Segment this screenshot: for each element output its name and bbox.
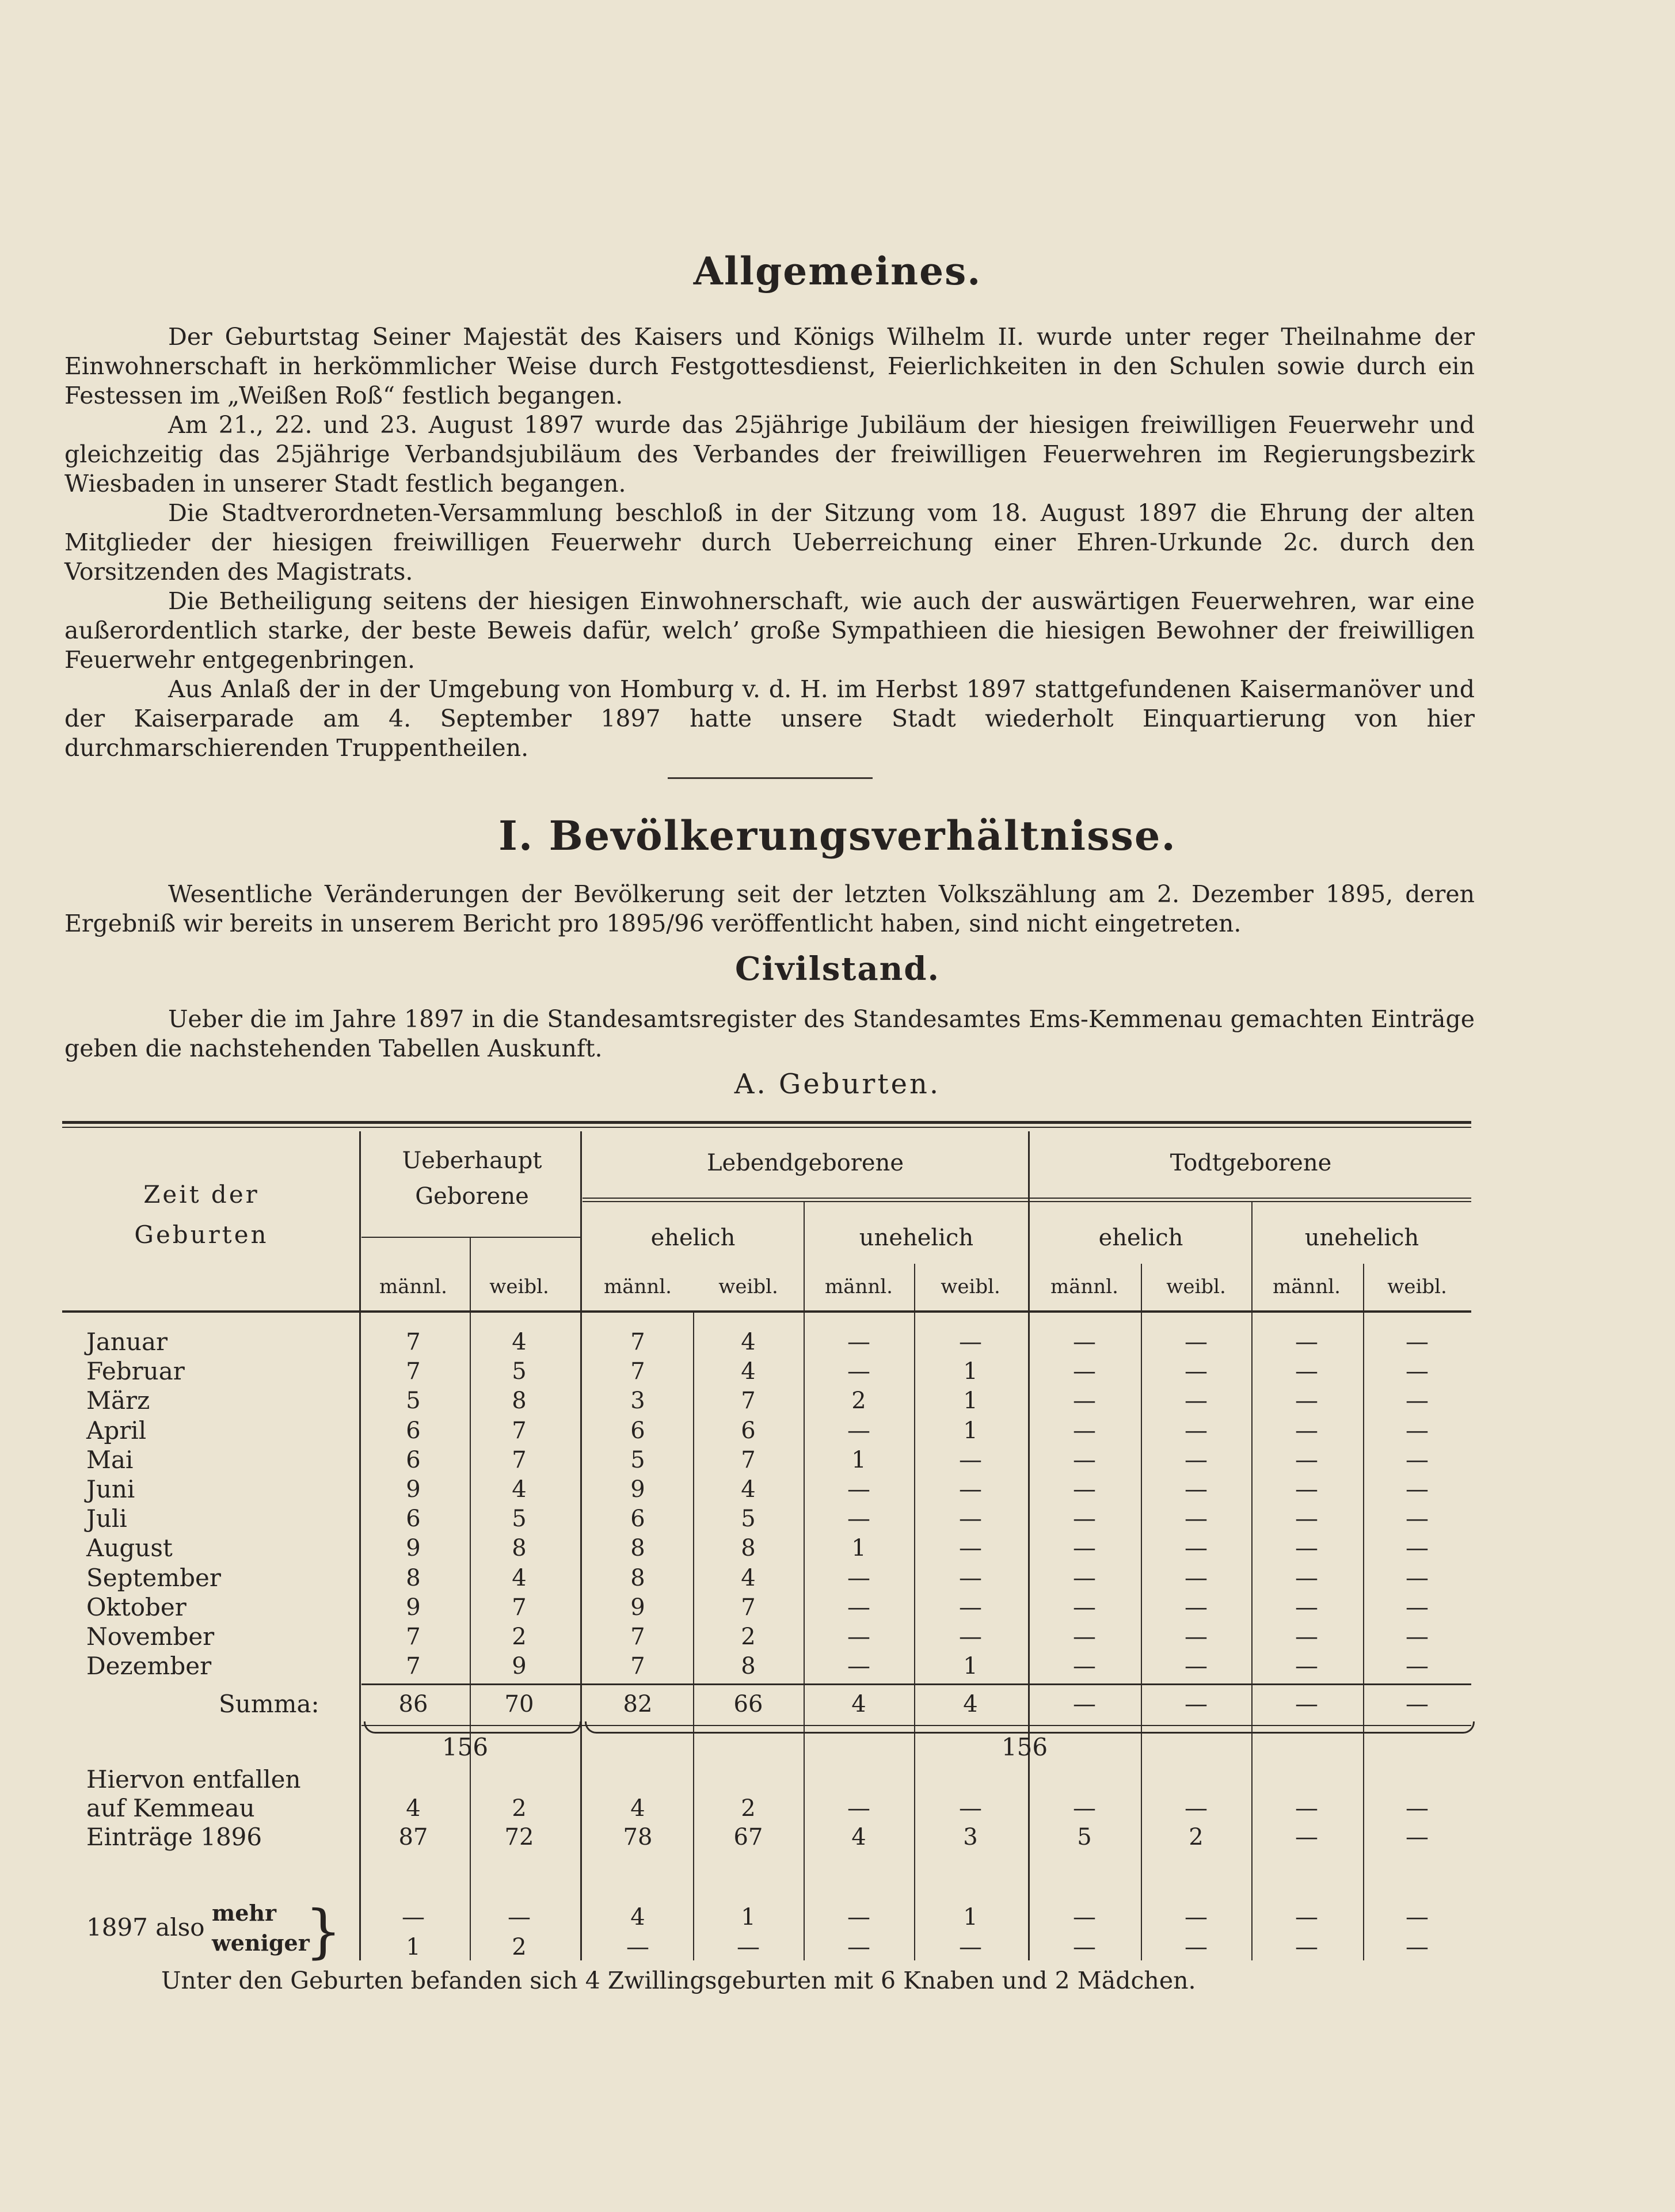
header-ueberhaupt: Ueberhaupt Geborene xyxy=(402,1147,542,1210)
month-row-cell: — xyxy=(1295,1506,1318,1532)
month-row-cell: — xyxy=(1073,1417,1096,1444)
subheader-weibl: weibl. xyxy=(1387,1275,1447,1298)
month-row-cell: — xyxy=(1406,1535,1429,1561)
month-row-cell: 7 xyxy=(741,1447,756,1473)
summa-row-cell: 4 xyxy=(851,1691,866,1717)
row-label: November xyxy=(86,1622,215,1651)
header-zeit: Zeit der Geburten xyxy=(134,1180,269,1249)
month-row-cell: 7 xyxy=(630,1653,645,1679)
column-rule-thin xyxy=(1141,1264,1142,1960)
month-row-cell: 1 xyxy=(851,1535,866,1561)
row-label: Mai xyxy=(86,1446,134,1474)
month-row-cell: 6 xyxy=(406,1447,421,1473)
month-row-cell: — xyxy=(847,1594,870,1621)
weniger-label: weniger xyxy=(212,1930,310,1956)
section-title-civilstand: Civilstand. xyxy=(735,950,940,988)
mehr-row-cell: — xyxy=(508,1904,531,1930)
month-row-cell: — xyxy=(959,1476,982,1503)
subheader-maennl: männl. xyxy=(604,1275,672,1298)
month-row-cell: — xyxy=(1073,1388,1096,1414)
brace-ueberhaupt xyxy=(364,1721,581,1734)
month-row-cell: — xyxy=(1406,1653,1429,1679)
column-rule-thin xyxy=(804,1201,805,1960)
month-row-cell: — xyxy=(1185,1535,1208,1561)
kemmenau-row-cell: — xyxy=(1295,1795,1318,1822)
month-row-cell: — xyxy=(1073,1476,1096,1503)
weniger-row-cell: — xyxy=(1406,1934,1429,1960)
subheader-weibl: weibl. xyxy=(489,1275,549,1298)
month-row-cell: 4 xyxy=(741,1358,756,1385)
weniger-row-cell: — xyxy=(1073,1934,1096,1960)
kemmenau-row-cell: — xyxy=(847,1795,870,1822)
month-row-cell: — xyxy=(847,1358,870,1385)
header-bottom-rule xyxy=(62,1310,1471,1313)
month-row-cell: — xyxy=(1185,1506,1208,1532)
row-label: Februar xyxy=(86,1357,185,1385)
weniger-row-cell: — xyxy=(626,1934,649,1960)
month-row-cell: 3 xyxy=(630,1388,645,1414)
month-row-cell: — xyxy=(847,1329,870,1355)
month-row-cell: 8 xyxy=(630,1535,645,1561)
kemmenau-row-cell: — xyxy=(1073,1795,1096,1822)
month-row-cell: — xyxy=(959,1624,982,1650)
header-unehelich: unehelich xyxy=(1304,1225,1419,1251)
row-label: Januar xyxy=(86,1328,168,1356)
paragraph: Aus Anlaß der in der Umgebung von Homburg v. d. H. im Herbst 1897 stattgefundenen Kaisermanöver und der Kaiserparade am 4. September 1897 hatte unsere Stadt wiederholt Einquartierung von hier durchmarschierenden Truppentheilen. xyxy=(64,675,1475,762)
paragraph: Ueber die im Jahre 1897 in die Standesamtsregister des Standesamtes Ems-Kemmenau gemachten Einträge geben die nachstehenden Tabellen Auskunft. xyxy=(64,1005,1475,1062)
month-row-cell: — xyxy=(1073,1358,1096,1385)
subheader-maennl: männl. xyxy=(825,1275,893,1298)
paragraph: Die Betheiligung seitens der hiesigen Einwohnerschaft, wie auch der auswärtigen Feuerwehren, war eine außerordentlich starke, der beste Beweis dafür, welch’ große Sympathieen die hiesigen Bewohner der freiwilligen Feuerwehr entgegenbringen. xyxy=(64,587,1475,674)
month-row-cell: 7 xyxy=(512,1417,527,1444)
month-row-cell: — xyxy=(1185,1594,1208,1621)
month-row-cell: — xyxy=(1406,1476,1429,1503)
table-top-rule-thin xyxy=(62,1127,1471,1128)
paragraph: Am 21., 22. und 23. August 1897 wurde das 25jährige Jubiläum der hiesigen freiwilligen Feuerwehr und gleichzeitig das 25jährige Verbandsjubiläum des Verbandes der freiwilligen Feuerwehren im Regierungsbezirk Wiesbaden in unserer Stadt festlich begangen. xyxy=(64,411,1475,497)
month-row-cell: — xyxy=(1185,1358,1208,1385)
month-row-cell: 5 xyxy=(630,1447,645,1473)
paragraph: Wesentliche Veränderungen der Bevölkerung seit der letzten Volkszählung am 2. Dezember 1895, deren Ergebniß wir bereits in unserem Bericht pro 1895/96 veröffentlicht haben, sind nicht eingetreten. xyxy=(64,880,1475,937)
column-rule-thin xyxy=(914,1264,915,1960)
paragraph: Der Geburtstag Seiner Majestät des Kaisers und Königs Wilhelm II. wurde unter reger Theilnahme der Einwohnerschaft in herkömmlicher Weise durch Festgottesdienst, Feierlichkeiten in den Schulen sowie durch ein Festessen im „Weißen Roß“ festlich begangen. xyxy=(64,323,1475,409)
mehr-row-cell: — xyxy=(847,1904,870,1930)
table-footnote: Unter den Geburten befanden sich 4 Zwillingsgeburten mit 6 Knaben und 2 Mädchen. xyxy=(161,1967,1196,1994)
weniger-row-cell: — xyxy=(1185,1934,1208,1960)
month-row-cell: 7 xyxy=(406,1358,421,1385)
summa-row-cell: 86 xyxy=(398,1691,428,1717)
kemmenau-row-cell: 4 xyxy=(406,1795,421,1822)
month-row-cell: 9 xyxy=(630,1476,645,1503)
month-row-cell: — xyxy=(1073,1447,1096,1473)
subheader-maennl: männl. xyxy=(1050,1275,1118,1298)
month-row-cell: 8 xyxy=(741,1535,756,1561)
month-row-cell: — xyxy=(959,1594,982,1621)
section-title-bevoelkerung: I. Bevölkerungsverhältnisse. xyxy=(498,812,1177,860)
kemmenau-row-cell: 2 xyxy=(741,1795,756,1822)
column-rule xyxy=(1028,1131,1030,1960)
month-row-cell: — xyxy=(1073,1535,1096,1561)
header-ehelich: ehelich xyxy=(1098,1225,1183,1251)
weniger-row-cell: — xyxy=(737,1934,760,1960)
month-row-cell: 7 xyxy=(741,1594,756,1621)
month-row-cell: — xyxy=(1073,1565,1096,1591)
mehr-row-cell: 4 xyxy=(630,1904,645,1930)
month-row-cell: — xyxy=(1295,1653,1318,1679)
subheader-weibl: weibl. xyxy=(718,1275,778,1298)
month-row-cell: 9 xyxy=(406,1476,421,1503)
month-row-cell: 2 xyxy=(741,1624,756,1650)
weniger-row-cell: 2 xyxy=(512,1934,527,1960)
month-row-cell: — xyxy=(1295,1358,1318,1385)
month-row-cell: — xyxy=(1295,1476,1318,1503)
total-lebend-todt: 156 xyxy=(1001,1733,1048,1761)
month-row-cell: — xyxy=(1073,1624,1096,1650)
month-row-cell: — xyxy=(959,1506,982,1532)
month-row-cell: — xyxy=(1185,1624,1208,1650)
subheader-maennl: männl. xyxy=(1273,1275,1341,1298)
month-row-cell: — xyxy=(1295,1447,1318,1473)
header-unehelich: unehelich xyxy=(859,1225,974,1251)
month-row-cell: 7 xyxy=(630,1329,645,1355)
month-row-cell: 9 xyxy=(630,1594,645,1621)
month-row-cell: 4 xyxy=(741,1476,756,1503)
eintraege-row-cell: — xyxy=(1406,1824,1429,1850)
subheader-maennl: männl. xyxy=(379,1275,447,1298)
also-label: 1897 also xyxy=(86,1913,205,1941)
month-row-cell: — xyxy=(1406,1417,1429,1444)
total-ueberhaupt: 156 xyxy=(441,1733,489,1761)
month-row-cell: 7 xyxy=(630,1624,645,1650)
month-row-cell: — xyxy=(1295,1535,1318,1561)
hiervon-label: Hiervon entfallen xyxy=(86,1765,301,1793)
month-row-cell: 7 xyxy=(630,1358,645,1385)
month-row-cell: — xyxy=(1406,1447,1429,1473)
month-row-cell: — xyxy=(1295,1329,1318,1355)
month-row-cell: 5 xyxy=(512,1506,527,1532)
summa-row-cell: 4 xyxy=(963,1691,978,1717)
row-label: September xyxy=(86,1564,221,1592)
month-row-cell: 6 xyxy=(630,1417,645,1444)
month-row-cell: — xyxy=(847,1506,870,1532)
month-row-cell: 9 xyxy=(406,1535,421,1561)
month-row-cell: 8 xyxy=(512,1388,527,1414)
eintraege-row-cell: — xyxy=(1295,1824,1318,1850)
mehr-label: mehr xyxy=(212,1900,277,1926)
eintraege-row-cell: 4 xyxy=(851,1824,866,1850)
month-row-cell: — xyxy=(1073,1506,1096,1532)
eintraege-row-cell: 67 xyxy=(733,1824,763,1850)
row-label: Juni xyxy=(86,1475,135,1503)
month-row-cell: 1 xyxy=(851,1447,866,1473)
month-row-cell: 4 xyxy=(512,1329,527,1355)
summa-row-cell: — xyxy=(1185,1691,1208,1717)
eintraege-row-cell: 5 xyxy=(1077,1824,1092,1850)
month-row-cell: — xyxy=(847,1417,870,1444)
month-row-cell: 2 xyxy=(851,1388,866,1414)
paragraph: Die Stadtverordneten-Versammlung beschloß in der Sitzung vom 18. August 1897 die Ehrung der alten Mitglieder der hiesigen freiwilligen Feuerwehr durch Ueberreichung einer Ehren-Urkunde 2c. durch den Vorsitzenden des Magistrats. xyxy=(64,499,1475,586)
month-row-cell: — xyxy=(1185,1417,1208,1444)
month-row-cell: 6 xyxy=(741,1417,756,1444)
month-row-cell: — xyxy=(1406,1358,1429,1385)
month-row-cell: — xyxy=(1406,1624,1429,1650)
month-row-cell: 8 xyxy=(512,1535,527,1561)
month-row-cell: 6 xyxy=(630,1506,645,1532)
month-row-cell: — xyxy=(959,1565,982,1591)
mehr-row-cell: — xyxy=(1295,1904,1318,1930)
header-subrule xyxy=(583,1198,1471,1199)
kemmenau-label: auf Kemmeau xyxy=(86,1794,255,1822)
month-row-cell: 6 xyxy=(406,1506,421,1532)
row-label: Oktober xyxy=(86,1593,186,1621)
kemmenau-row-cell: — xyxy=(1185,1795,1208,1822)
kemmenau-row-cell: 2 xyxy=(512,1795,527,1822)
kemmenau-row-cell: 4 xyxy=(630,1795,645,1822)
subheader-weibl: weibl. xyxy=(941,1275,1000,1298)
month-row-cell: — xyxy=(1073,1653,1096,1679)
month-row-cell: — xyxy=(1406,1329,1429,1355)
month-row-cell: — xyxy=(1185,1653,1208,1679)
mehr-row-cell: — xyxy=(402,1904,425,1930)
month-row-cell: 5 xyxy=(406,1388,421,1414)
eintraege-row-cell: 72 xyxy=(504,1824,534,1850)
eintraege-row-cell: 3 xyxy=(963,1824,978,1850)
weniger-row-cell: — xyxy=(1295,1934,1318,1960)
eintraege-label: Einträge 1896 xyxy=(86,1823,262,1851)
summa-row-cell: — xyxy=(1295,1691,1318,1717)
header-ehelich: ehelich xyxy=(650,1225,736,1251)
month-row-cell: 4 xyxy=(512,1476,527,1503)
header-todt: Todtgeborene xyxy=(1170,1150,1332,1176)
summa-label: Summa: xyxy=(219,1690,319,1718)
month-row-cell: — xyxy=(847,1624,870,1650)
month-row-cell: 6 xyxy=(406,1417,421,1444)
mehr-row-cell: — xyxy=(1073,1904,1096,1930)
row-label: August xyxy=(86,1534,173,1562)
column-rule-thin xyxy=(693,1313,694,1960)
month-row-cell: 2 xyxy=(512,1624,527,1650)
month-row-cell: 7 xyxy=(512,1594,527,1621)
month-row-cell: 4 xyxy=(512,1565,527,1591)
month-row-cell: 7 xyxy=(512,1447,527,1473)
mehr-row-cell: 1 xyxy=(741,1904,756,1930)
brace-lebend-todt xyxy=(585,1721,1475,1734)
weniger-row-cell: 1 xyxy=(406,1934,421,1960)
month-row-cell: 1 xyxy=(963,1653,978,1679)
month-row-cell: 1 xyxy=(963,1388,978,1414)
summa-row-cell: 66 xyxy=(733,1691,763,1717)
month-row-cell: — xyxy=(959,1447,982,1473)
month-row-cell: 8 xyxy=(741,1653,756,1679)
month-row-cell: — xyxy=(1295,1624,1318,1650)
eintraege-row-cell: 2 xyxy=(1189,1824,1204,1850)
kemmenau-row-cell: — xyxy=(959,1795,982,1822)
month-row-cell: 9 xyxy=(406,1594,421,1621)
month-row-cell: — xyxy=(1073,1329,1096,1355)
month-row-cell: — xyxy=(847,1476,870,1503)
header-subrule xyxy=(361,1237,580,1238)
month-row-cell: 7 xyxy=(406,1329,421,1355)
header-subrule xyxy=(583,1201,1471,1202)
column-rule xyxy=(359,1131,361,1960)
mehr-row-cell: — xyxy=(1185,1904,1208,1930)
month-row-cell: 7 xyxy=(406,1653,421,1679)
summa-row-cell: — xyxy=(1073,1691,1096,1717)
month-row-cell: 4 xyxy=(741,1565,756,1591)
month-row-cell: — xyxy=(1185,1329,1208,1355)
month-row-cell: — xyxy=(1185,1388,1208,1414)
month-row-cell: 8 xyxy=(406,1565,421,1591)
month-row-cell: — xyxy=(1406,1506,1429,1532)
weniger-row-cell: — xyxy=(959,1934,982,1960)
month-row-cell: 5 xyxy=(512,1358,527,1385)
month-row-cell: — xyxy=(1185,1447,1208,1473)
month-row-cell: — xyxy=(1295,1565,1318,1591)
month-row-cell: — xyxy=(847,1565,870,1591)
weniger-row-cell: — xyxy=(847,1934,870,1960)
month-row-cell: — xyxy=(959,1329,982,1355)
table-title-geburten: A. Geburten. xyxy=(734,1068,941,1100)
summa-row-cell: 82 xyxy=(623,1691,653,1717)
month-row-cell: — xyxy=(1185,1565,1208,1591)
column-rule-thin xyxy=(1251,1201,1253,1960)
month-row-cell: 4 xyxy=(741,1329,756,1355)
month-row-cell: 1 xyxy=(963,1417,978,1444)
summa-row-cell: — xyxy=(1406,1691,1429,1717)
column-rule xyxy=(580,1131,582,1960)
month-row-cell: — xyxy=(1295,1594,1318,1621)
month-row-cell: 7 xyxy=(406,1624,421,1650)
month-row-cell: 1 xyxy=(963,1358,978,1385)
eintraege-row-cell: 87 xyxy=(398,1824,428,1850)
eintraege-row-cell: 78 xyxy=(623,1824,653,1850)
month-row-cell: — xyxy=(847,1653,870,1679)
month-row-cell: — xyxy=(1406,1565,1429,1591)
month-row-cell: — xyxy=(1406,1594,1429,1621)
month-row-cell: 8 xyxy=(630,1565,645,1591)
row-label: Juli xyxy=(86,1504,127,1533)
row-label: April xyxy=(86,1416,147,1445)
header-lebend: Lebendgeborene xyxy=(706,1150,904,1176)
column-rule-thin xyxy=(1363,1264,1364,1960)
month-row-cell: 7 xyxy=(741,1388,756,1414)
mehr-weniger-brace: } xyxy=(305,1898,342,1965)
month-row-cell: 9 xyxy=(512,1653,527,1679)
mehr-row-cell: — xyxy=(1406,1904,1429,1930)
month-row-cell: — xyxy=(959,1535,982,1561)
month-row-cell: — xyxy=(1185,1476,1208,1503)
summa-row-cell: 70 xyxy=(504,1691,534,1717)
month-row-cell: 5 xyxy=(741,1506,756,1532)
mehr-row-cell: 1 xyxy=(963,1904,978,1930)
month-row-cell: — xyxy=(1295,1417,1318,1444)
section-title-allgemeines: Allgemeines. xyxy=(693,249,982,294)
row-label: Dezember xyxy=(86,1652,212,1680)
kemmenau-row-cell: — xyxy=(1406,1795,1429,1822)
month-row-cell: — xyxy=(1406,1388,1429,1414)
row-label: März xyxy=(86,1386,150,1415)
table-top-rule xyxy=(62,1121,1471,1124)
month-row-cell: — xyxy=(1073,1594,1096,1621)
summa-rule xyxy=(361,1683,1471,1685)
month-row-cell: — xyxy=(1295,1388,1318,1414)
subheader-weibl: weibl. xyxy=(1166,1275,1226,1298)
